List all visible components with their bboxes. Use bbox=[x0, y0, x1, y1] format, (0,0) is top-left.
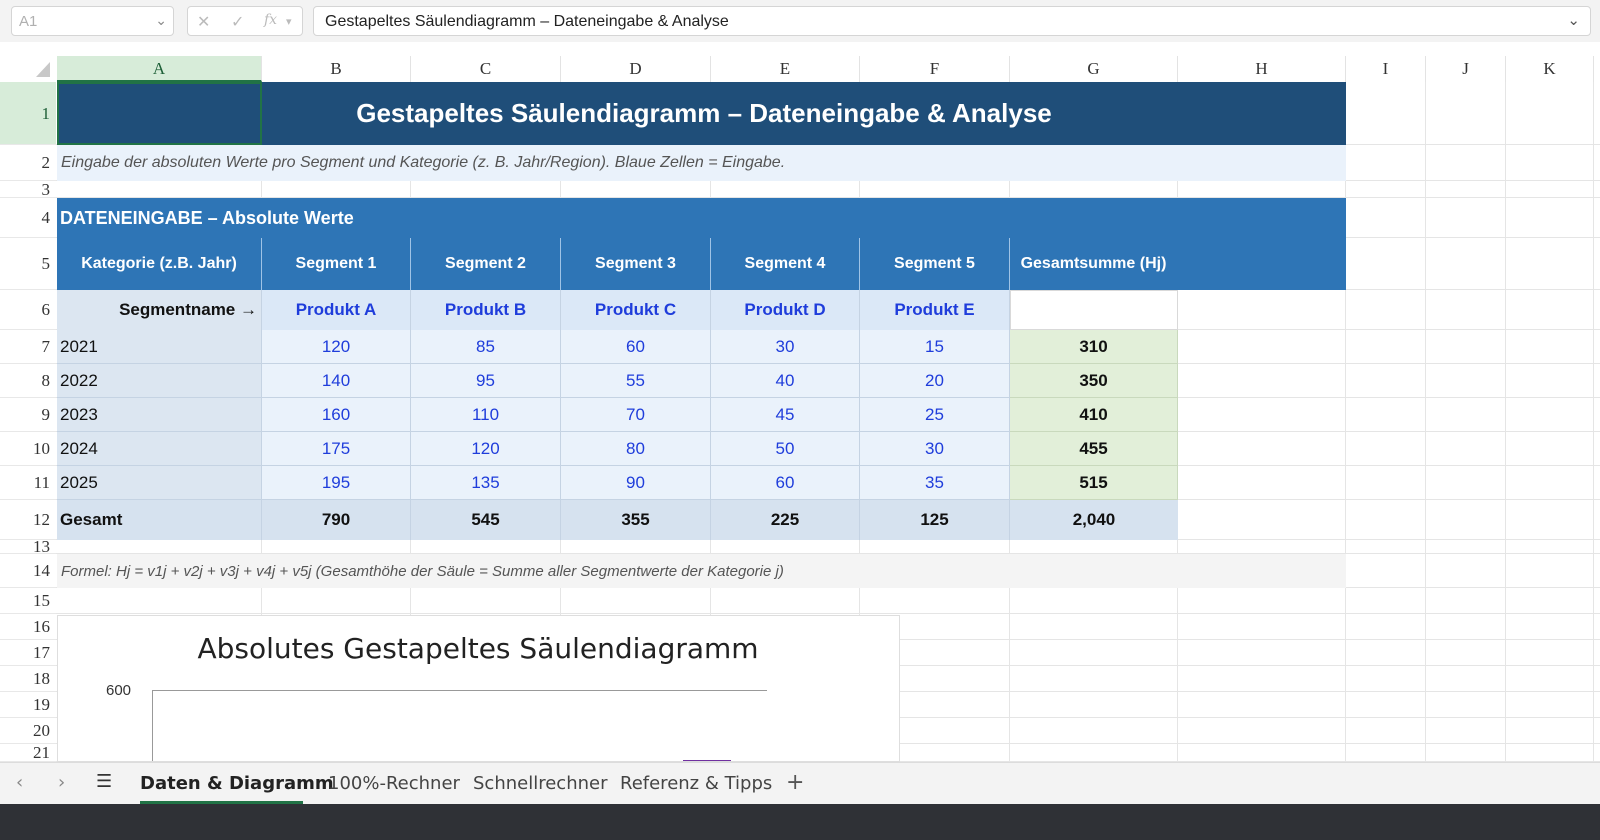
formula-note: Formel: Hj = v1j + v2j + v3j + v4j + v5j (Gesamthöhe der Säule = Summe aller Segmentwerte der Kategorie j) bbox=[57, 554, 1346, 588]
input-value-cell[interactable]: 120 bbox=[262, 330, 411, 364]
table-header-0: Kategorie (z.B. Jahr) bbox=[57, 238, 262, 290]
y-tick-label: 600 bbox=[106, 682, 132, 699]
input-value-cell[interactable]: 40 bbox=[711, 364, 860, 398]
formula-content: Gestapeltes Säulendiagramm – Dateneingabe & Analyse bbox=[325, 13, 729, 30]
row-header-3[interactable]: 3 bbox=[0, 181, 56, 198]
input-value-cell[interactable]: 135 bbox=[411, 466, 561, 500]
grid-line-vertical bbox=[1345, 82, 1346, 762]
input-value-cell[interactable]: 55 bbox=[561, 364, 711, 398]
tab-daten-diagramm[interactable]: Daten & Diagramm bbox=[140, 773, 334, 794]
grid-line-vertical bbox=[1593, 82, 1594, 762]
input-value-cell[interactable]: 140 bbox=[262, 364, 411, 398]
chart-title: Absolutes Gestapeltes Säulendiagramm bbox=[197, 632, 759, 665]
grand-total-cell: 2,040 bbox=[1010, 500, 1178, 540]
chevron-right-icon[interactable]: › bbox=[58, 772, 66, 793]
segment-name[interactable]: Produkt C bbox=[561, 290, 711, 330]
category-cell[interactable]: 2024 bbox=[57, 432, 262, 466]
input-value-cell[interactable]: 20 bbox=[860, 364, 1010, 398]
sheet-tab-bar bbox=[0, 762, 1600, 805]
input-value-cell[interactable]: 110 bbox=[411, 398, 561, 432]
column-header-g[interactable]: G bbox=[1010, 56, 1178, 82]
row-header-17[interactable]: 17 bbox=[0, 640, 56, 666]
expand-icon[interactable]: ⌄ bbox=[1567, 12, 1580, 29]
chevron-down-icon[interactable]: ▾ bbox=[286, 16, 292, 28]
input-value-cell[interactable]: 30 bbox=[860, 432, 1010, 466]
formula-input[interactable] bbox=[313, 6, 1591, 36]
row-header-8[interactable]: 8 bbox=[0, 364, 56, 398]
confirm-icon[interactable]: ✓ bbox=[231, 14, 245, 31]
row-total-cell: 350 bbox=[1010, 364, 1178, 398]
column-header-f[interactable]: F bbox=[860, 56, 1010, 82]
row-header-14[interactable]: 14 bbox=[0, 554, 56, 588]
table-header-5: Segment 5 bbox=[860, 238, 1010, 290]
column-total-cell: 225 bbox=[711, 500, 860, 540]
column-header-i[interactable]: I bbox=[1346, 56, 1426, 82]
input-value-cell[interactable]: 195 bbox=[262, 466, 411, 500]
column-total-cell: 355 bbox=[561, 500, 711, 540]
row-header-7[interactable]: 7 bbox=[0, 330, 56, 364]
subtitle: Eingabe der absoluten Werte pro Segment und Kategorie (z. B. Jahr/Region). Blaue Zellen = Eingabe. bbox=[57, 145, 1346, 181]
input-value-cell[interactable]: 50 bbox=[711, 432, 860, 466]
row-total-cell: 310 bbox=[1010, 330, 1178, 364]
y-axis bbox=[152, 690, 153, 762]
input-value-cell[interactable]: 15 bbox=[860, 330, 1010, 364]
input-value-cell[interactable]: 120 bbox=[411, 432, 561, 466]
tab-schnellrechner[interactable]: Schnellrechner bbox=[473, 773, 608, 794]
row-header-9[interactable]: 9 bbox=[0, 398, 56, 432]
name-box-value: A1 bbox=[19, 13, 38, 30]
segment-name[interactable]: Produkt B bbox=[411, 290, 561, 330]
cancel-icon[interactable]: ✕ bbox=[197, 14, 211, 31]
segment-name[interactable]: Produkt A bbox=[262, 290, 411, 330]
row-header-12[interactable]: 12 bbox=[0, 500, 56, 540]
input-value-cell[interactable]: 80 bbox=[561, 432, 711, 466]
input-value-cell[interactable]: 95 bbox=[411, 364, 561, 398]
column-header-d[interactable]: D bbox=[561, 56, 711, 82]
stacked-column-chart[interactable] bbox=[57, 615, 900, 762]
table-header-6: Gesamtsumme (Hj) bbox=[1010, 238, 1178, 290]
segment-name[interactable]: Produkt D bbox=[711, 290, 860, 330]
table-header-3: Segment 3 bbox=[561, 238, 711, 290]
column-header-e[interactable]: E bbox=[711, 56, 860, 82]
input-value-cell[interactable]: 60 bbox=[561, 330, 711, 364]
chevron-down-icon[interactable]: ⌄ bbox=[155, 12, 167, 28]
row-header-13[interactable]: 13 bbox=[0, 540, 56, 554]
grid-line-vertical bbox=[1425, 82, 1426, 762]
row-header-4[interactable]: 4 bbox=[0, 198, 56, 238]
row-header-2[interactable]: 2 bbox=[0, 145, 56, 181]
category-cell[interactable]: 2023 bbox=[57, 398, 262, 432]
table-header-4: Segment 4 bbox=[711, 238, 860, 290]
table-header-1: Segment 1 bbox=[262, 238, 411, 290]
tab-referenz-tipps[interactable]: Referenz & Tipps bbox=[620, 773, 773, 794]
column-header-h[interactable]: H bbox=[1178, 56, 1346, 82]
column-total-cell: 790 bbox=[262, 500, 411, 540]
row-header-16[interactable]: 16 bbox=[0, 614, 56, 640]
column-header-b[interactable]: B bbox=[262, 56, 411, 82]
segment-label: Segmentname → bbox=[57, 290, 262, 330]
column-header-j[interactable]: J bbox=[1426, 56, 1506, 82]
row-header-6[interactable]: 6 bbox=[0, 290, 56, 330]
segment-total-empty bbox=[1010, 290, 1178, 330]
input-value-cell[interactable]: 70 bbox=[561, 398, 711, 432]
row-header-5[interactable]: 5 bbox=[0, 238, 56, 290]
input-value-cell[interactable]: 25 bbox=[860, 398, 1010, 432]
category-cell[interactable]: 2022 bbox=[57, 364, 262, 398]
category-cell[interactable]: 2021 bbox=[57, 330, 262, 364]
category-cell[interactable]: 2025 bbox=[57, 466, 262, 500]
sheet-title: Gestapeltes Säulendiagramm – Dateneingabe & Analyse bbox=[356, 98, 1052, 128]
add-sheet-icon[interactable]: + bbox=[786, 770, 805, 795]
input-value-cell[interactable]: 90 bbox=[561, 466, 711, 500]
formula-buttons bbox=[187, 6, 303, 36]
chevron-left-icon[interactable]: ‹ bbox=[16, 772, 24, 793]
segment-name[interactable]: Produkt E bbox=[860, 290, 1010, 330]
grid-line-vertical bbox=[1505, 82, 1506, 762]
row-header-21[interactable]: 21 bbox=[0, 744, 56, 762]
header-filler bbox=[1177, 238, 1346, 290]
input-value-cell[interactable]: 35 bbox=[860, 466, 1010, 500]
menu-icon[interactable]: ☰ bbox=[96, 771, 113, 792]
gridline-top bbox=[152, 690, 767, 691]
column-header-k[interactable]: K bbox=[1506, 56, 1594, 82]
input-value-cell[interactable]: 160 bbox=[262, 398, 411, 432]
grid-line-horizontal bbox=[56, 613, 1600, 614]
column-total-cell: 125 bbox=[860, 500, 1010, 540]
input-value-cell[interactable]: 45 bbox=[711, 398, 860, 432]
formula-bar bbox=[0, 0, 1600, 42]
row-total-cell: 455 bbox=[1010, 432, 1178, 466]
name-box[interactable] bbox=[11, 6, 174, 36]
row-header-10[interactable]: 10 bbox=[0, 432, 56, 466]
section-header: DATENEINGABE – Absolute Werte bbox=[57, 198, 1346, 238]
row-header-18[interactable]: 18 bbox=[0, 666, 56, 692]
row-header-11[interactable]: 11 bbox=[0, 466, 56, 500]
input-value-cell[interactable]: 175 bbox=[262, 432, 411, 466]
column-header-a[interactable]: A bbox=[57, 56, 262, 82]
total-label: Gesamt bbox=[57, 500, 262, 540]
row-header-20[interactable]: 20 bbox=[0, 718, 56, 744]
function-icon[interactable]: fx bbox=[264, 12, 278, 28]
row-total-cell: 515 bbox=[1010, 466, 1178, 500]
column-header-c[interactable]: C bbox=[411, 56, 561, 82]
tab-100-rechner[interactable]: 100%-Rechner bbox=[328, 773, 460, 794]
table-header-2: Segment 2 bbox=[411, 238, 561, 290]
input-value-cell[interactable]: 60 bbox=[711, 466, 860, 500]
input-value-cell[interactable]: 85 bbox=[411, 330, 561, 364]
row-header-19[interactable]: 19 bbox=[0, 692, 56, 718]
input-value-cell[interactable]: 30 bbox=[711, 330, 860, 364]
status-bar bbox=[0, 804, 1600, 840]
row-header-1[interactable]: 1 bbox=[0, 82, 56, 145]
column-total-cell: 545 bbox=[411, 500, 561, 540]
select-all-corner[interactable] bbox=[0, 56, 56, 82]
row-total-cell: 410 bbox=[1010, 398, 1178, 432]
row-header-15[interactable]: 15 bbox=[0, 588, 56, 614]
active-cell-a1[interactable] bbox=[57, 82, 262, 145]
